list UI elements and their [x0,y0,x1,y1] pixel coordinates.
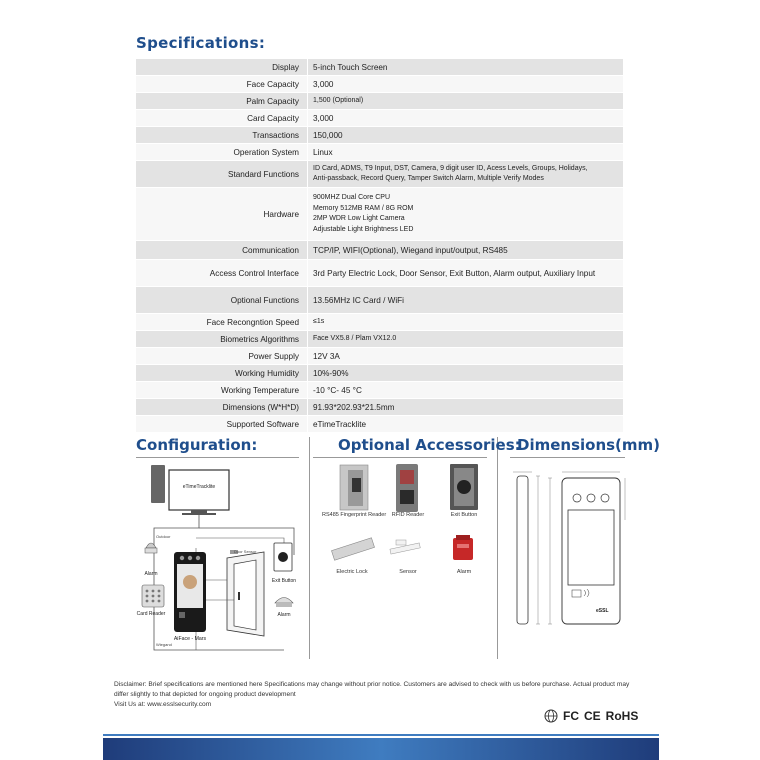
spec-label: Hardware [136,188,308,240]
spec-value-line: 3,000 [313,113,334,123]
accessory-label: RFID Reader [391,512,425,518]
spec-value-line: 91.93*202.93*21.5mm [313,402,395,412]
spec-value [308,416,623,432]
spec-row [136,314,623,331]
spec-label: Working Humidity [136,365,308,381]
spec-value [308,76,623,92]
outdoor-label: Outdoor [156,534,171,539]
fcc-logo: FC [563,709,579,723]
card-reader-label: Card Reader [136,611,166,617]
dimensions-drawing [510,460,630,630]
spec-row [136,241,623,260]
spec-label: Face Capacity [136,76,308,92]
spec-label: Access Control Interface [136,260,308,286]
spec-label: Standard Functions [136,161,308,187]
spec-label: Dimensions (W*H*D) [136,399,308,415]
spec-value-line: -10 °C- 45 °C [313,385,362,395]
spec-row [136,59,623,76]
spec-row [136,127,623,144]
spec-value-line: 12V 3A [313,351,340,361]
alarm-bell-icon [146,543,156,548]
spec-row [136,348,623,365]
spec-label: Biometrics Algorithms [136,331,308,347]
spec-value [308,331,623,347]
brand-logo: eSSL [596,608,609,614]
spec-value-line: Memory 512MB RAM / 8G ROM [313,204,414,212]
spec-value-line: eTimeTracklite [313,419,367,429]
spec-value [308,382,623,398]
spec-row [136,416,623,433]
spec-label: Optional Functions [136,287,308,313]
spec-label: Display [136,59,308,75]
footer-accent-line [103,734,659,736]
certifications [544,709,638,723]
disclaimer [114,680,654,710]
exit-button-icon [450,464,478,510]
spec-value-line: 2MP WDR Low Light Camera [313,215,405,222]
accessory-label: RS485 Fingerprint Reader [322,512,387,518]
accessories-images [320,460,490,580]
heading-underline [313,457,487,458]
alarm-icon [453,535,473,560]
spec-value [308,93,623,109]
monitor-icon [169,470,229,510]
spec-label: Communication [136,241,308,259]
pc-tower-icon [151,465,165,503]
spec-row [136,260,623,287]
spec-row [136,144,623,161]
spec-row [136,110,623,127]
spec-value [308,59,623,75]
alarm-left-label: Alarm [144,571,158,577]
spec-value [308,144,623,160]
spec-value-line: Face VX5.8 / Plam VX12.0 [313,334,397,342]
spec-row [136,76,623,93]
spec-value-line: 3rd Party Electric Lock, Door Sensor, Exit Button, Alarm output, Auxiliary Input [313,268,596,278]
spec-value [308,260,623,286]
spec-label: Card Capacity [136,110,308,126]
spec-label: Palm Capacity [136,93,308,109]
spec-value-line: 3,000 [313,79,334,89]
spec-value-line: Linux [313,147,333,157]
spec-row [136,365,623,382]
spec-label: Face Recongntion Speed [136,314,308,330]
spec-value-line: 150,000 [313,130,343,140]
spec-value-line: TCP/IP, WIFI(Optional), Wiegand input/output, RS485 [313,245,508,255]
heading-underline [510,457,625,458]
device-front-view [562,478,620,624]
disclaimer-line: differ slightly to that depicted for ongoing product development [114,691,296,698]
rohs-logo: RoHS [605,709,639,723]
exit-button-label: Exit Button [271,578,297,584]
configuration-heading: Configuration: [136,436,258,454]
specifications-heading: Specifications: [136,34,266,52]
electric-lock-icon [331,538,374,560]
accessory-label: Sensor [399,569,417,575]
spec-row [136,93,623,110]
spec-value [308,161,623,187]
spec-value [308,110,623,126]
software-label: eTimeTracklite [182,484,216,490]
spec-value-line: Anti-passback, Record Query, Tamper Switch Alarm, Multiple Verify Modes [313,175,544,182]
dimensions-heading: Dimensions(mm) [517,436,661,454]
website-line: Visit Us at: www.esslsecurity.com [114,701,212,708]
spec-value [308,188,623,240]
spec-value-line: ≤1s [313,317,325,325]
divider [497,437,498,659]
spec-value-line: 13.56MHz IC Card / WiFi [313,295,404,305]
ce-logo: CE [584,709,601,723]
spec-label: Operation System [136,144,308,160]
device-side-view [517,476,528,624]
spec-value-line: 900MHZ Dual Core CPU [313,194,391,201]
rfid-reader-icon [396,464,418,512]
sensor-icon [390,540,420,554]
spec-label: Power Supply [136,348,308,364]
spec-value [308,241,623,259]
accessory-label: Alarm [456,569,472,575]
spec-row [136,382,623,399]
spec-value-line: Adjustable Light Brightness LED [313,225,414,233]
spec-value-line: 5-inch Touch Screen [313,62,388,72]
door-sensor-label: Door Sensor [234,549,257,554]
spec-value [308,127,623,143]
spec-value-line: 10%-90% [313,368,349,378]
device-label: AiFace - Mars [173,636,207,642]
spec-row [136,287,623,314]
spec-row [136,161,623,188]
spec-row [136,188,623,241]
spec-label: Working Temperature [136,382,308,398]
alarm-right-label: Alarm [277,612,291,618]
spec-label: Transactions [136,127,308,143]
spec-value [308,365,623,381]
specifications-table [136,59,623,433]
accessories-heading: Optional Accessories: [338,436,521,454]
fingerprint-reader-icon [340,465,368,510]
spec-value-line: ID Card, ADMS, T9 Input, DST, Camera, 9 digit user ID, Acess Levels, Groups, Holidays, [313,164,588,172]
spec-value [308,399,623,415]
disclaimer-line: Disclaimer: Brief specifications are mentioned here Specifications may change without prior notice. Customers are advised to check with us before purchase. Actual product may [114,681,630,688]
door-icon [234,560,256,630]
spec-value [308,287,623,313]
accessory-label: Electric Lock [336,569,368,575]
globe-certification-icon [544,709,558,723]
alarm-siren-icon [275,598,293,604]
spec-value [308,348,623,364]
accessory-label: Exit Button [450,512,478,518]
heading-underline [136,457,299,458]
spec-row [136,399,623,416]
wiegand-label: Wiegand [156,642,172,647]
divider [309,437,310,659]
spec-label: Supported Software [136,416,308,432]
configuration-diagram [134,460,306,660]
spec-row [136,331,623,348]
spec-value-line: 1,500 (Optional) [313,96,364,104]
spec-value [308,314,623,330]
footer-bar [103,738,659,760]
